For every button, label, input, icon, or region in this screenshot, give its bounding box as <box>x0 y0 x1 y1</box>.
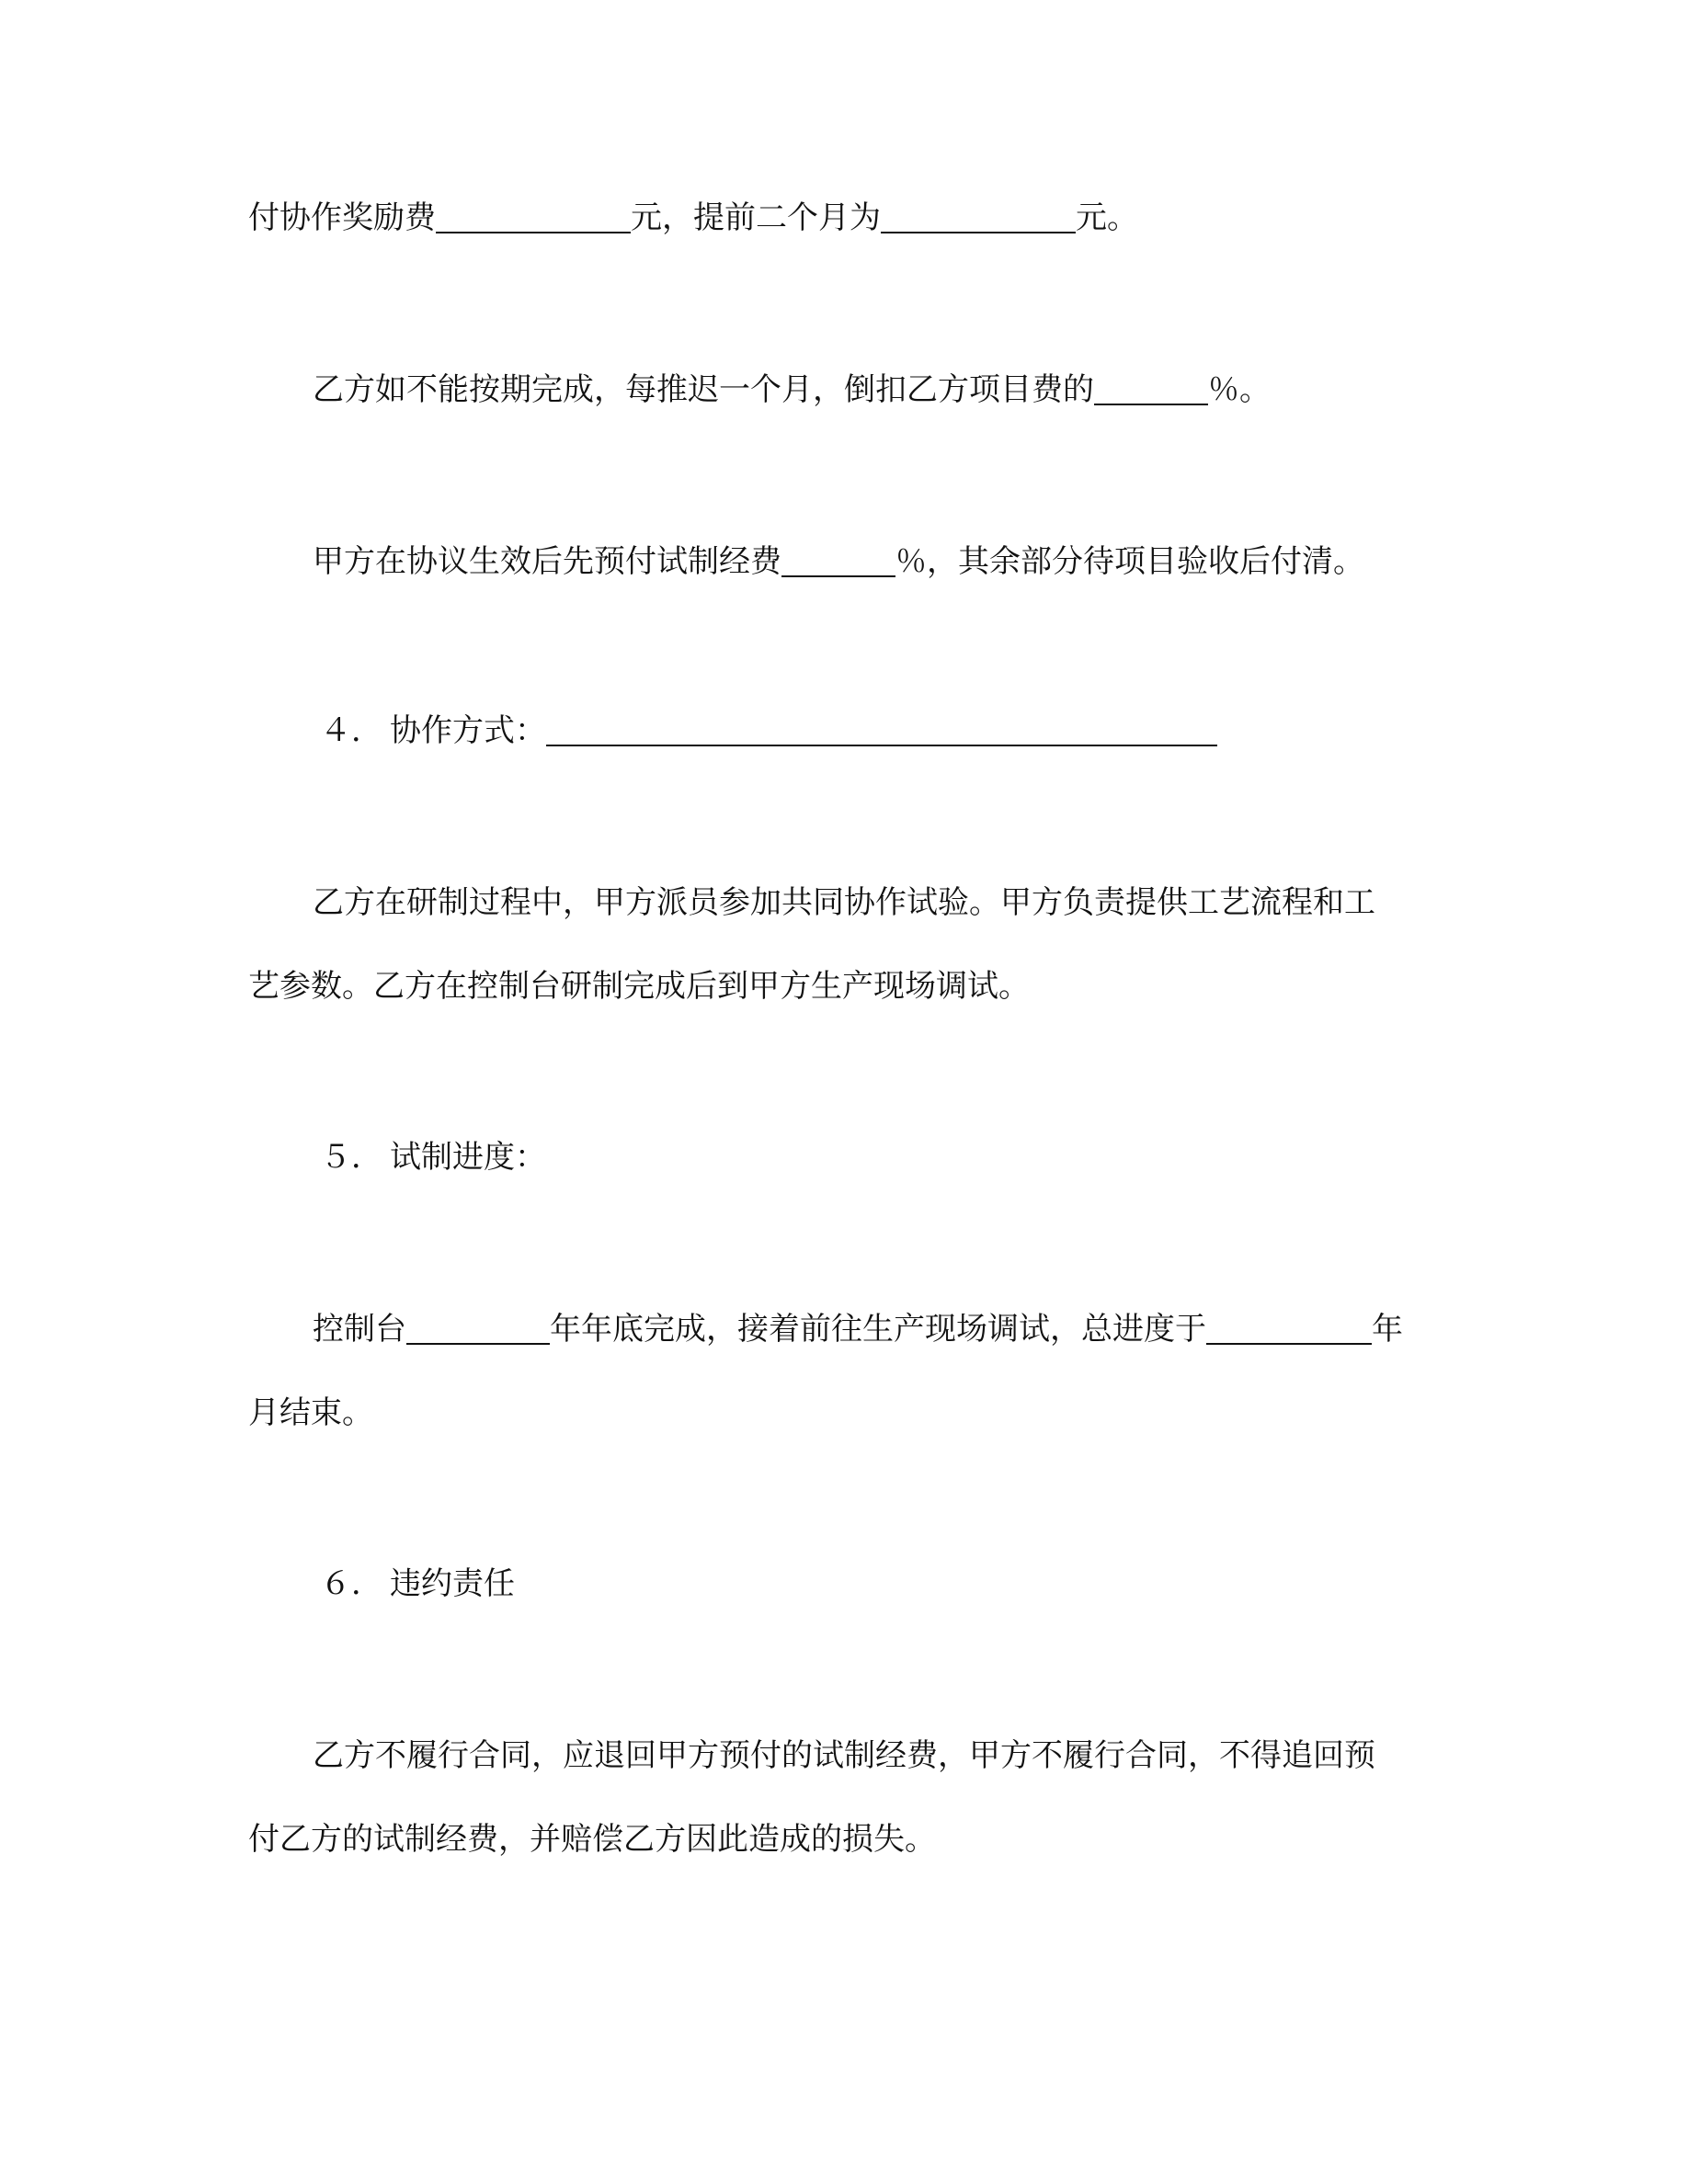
text-segment: 元。 <box>1076 199 1138 236</box>
text-segment: 月结束。 <box>248 1394 373 1431</box>
text-segment: 甲方在协议生效后先预付试制经费 <box>313 543 781 580</box>
paragraph-liability-line-1 <box>313 1734 1375 1778</box>
section-heading-5 <box>320 1135 546 1179</box>
text-segment: ％，其余部分待项目验收后付清。 <box>895 543 1364 580</box>
section-heading-4 <box>320 709 1217 753</box>
section-title: 协作方式： <box>390 712 546 749</box>
section-number: ４． <box>320 712 382 749</box>
paragraph-prepayment <box>313 540 1364 584</box>
text-segment: 艺参数。乙方在控制台研制完成后到甲方生产现场调试。 <box>248 968 1030 1005</box>
text-segment: 控制台 <box>313 1311 406 1348</box>
section-number: ６． <box>320 1565 382 1602</box>
fill-in-blank <box>881 200 1076 233</box>
paragraph-reward-fee <box>248 196 1138 240</box>
fill-in-blank <box>1206 1312 1372 1345</box>
paragraph-liability-line-2 <box>248 1817 936 1861</box>
paragraph-schedule-line-1 <box>313 1307 1403 1351</box>
text-segment: 乙方在研制过程中，甲方派员参加共同协作试验。甲方负责提供工艺流程和工 <box>313 884 1375 921</box>
section-number: ５． <box>320 1139 382 1176</box>
text-segment: 乙方如不能按期完成，每推迟一个月，倒扣乙方项目费的 <box>313 371 1094 408</box>
section-heading-6 <box>320 1562 515 1606</box>
section-title: 违约责任 <box>390 1565 515 1602</box>
paragraph-delay-penalty <box>313 368 1271 412</box>
paragraph-cooperation-line-2 <box>248 964 1030 1008</box>
paragraph-schedule-line-2 <box>248 1391 373 1435</box>
text-segment: 乙方不履行合同，应退回甲方预付的试制经费，甲方不履行合同，不得追回预 <box>313 1737 1375 1774</box>
text-segment: 付乙方的试制经费，并赔偿乙方因此造成的损失。 <box>248 1821 936 1858</box>
text-segment: 付协作奖励费 <box>248 199 436 236</box>
fill-in-blank <box>781 544 895 577</box>
fill-in-blank <box>436 200 631 233</box>
fill-in-blank <box>1094 372 1208 405</box>
text-segment: 年年底完成，接着前往生产现场调试，总进度于 <box>550 1311 1206 1348</box>
section-title: 试制进度： <box>390 1139 546 1176</box>
fill-in-blank <box>546 713 1217 746</box>
text-segment: 元，提前二个月为 <box>631 199 881 236</box>
text-segment: ％。 <box>1208 371 1271 408</box>
paragraph-cooperation-line-1 <box>313 881 1375 925</box>
text-segment: 年 <box>1372 1311 1403 1348</box>
fill-in-blank <box>406 1312 550 1345</box>
